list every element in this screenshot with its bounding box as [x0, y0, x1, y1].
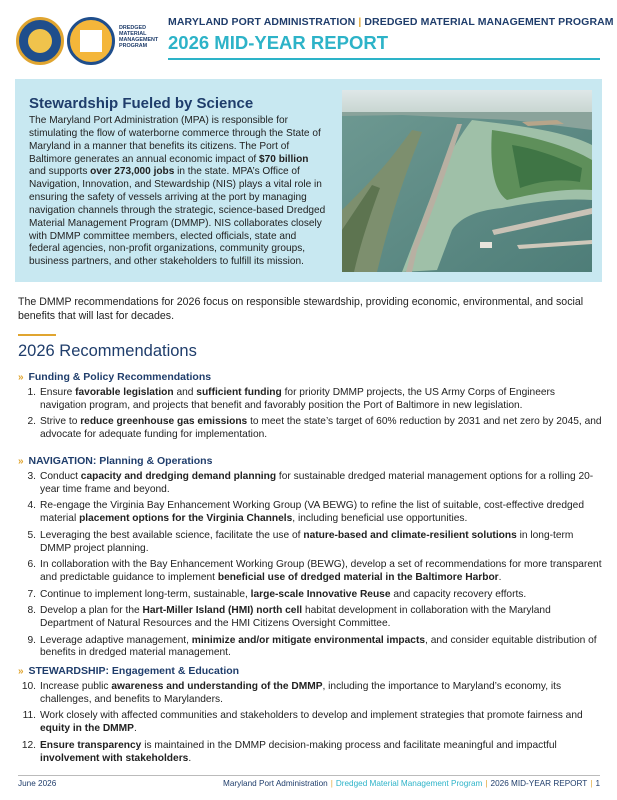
recommendation-item [18, 416, 603, 442]
chevron-right-icon: » [18, 372, 24, 383]
footer-program: Dredged Material Management Program [335, 779, 483, 788]
item-number: 3. [27, 471, 36, 482]
recommendation-item [18, 681, 603, 707]
item-text: Leveraging the best available science, facilitate the use of [40, 529, 304, 541]
item-number: 9. [27, 634, 36, 646]
item-text: habitat development in collaboration with the Maryland Department of Natural Resources and the HMI Citizens Oversight Committee. [40, 605, 551, 630]
recommendation-item [18, 740, 603, 766]
dmmp-seal-icon [67, 17, 115, 65]
report-header [0, 0, 617, 72]
emphasis-text: reduce greenhouse gas emissions [80, 416, 248, 428]
jobs-value: over 273,000 jobs [90, 166, 175, 178]
item-text: Leverage adaptive management, [40, 634, 192, 646]
emphasis-text: beneficial use of dredged material in the Baltimore Harbor [217, 572, 499, 584]
header-org: MARYLAND PORT ADMINISTRATION [168, 16, 356, 28]
item-text: . [188, 752, 192, 764]
emphasis-text: equity in the DMMP [40, 723, 134, 735]
recommendation-item [18, 471, 603, 497]
recommendation-item [18, 559, 603, 585]
item-text: , and consider equitable distribution of benefits in dredged material management. [40, 634, 597, 659]
section-heading: » NAVIGATION: Planning & Operations [18, 455, 213, 467]
header-divider [168, 58, 600, 60]
item-text: . [133, 723, 137, 735]
recommendation-item [18, 500, 603, 526]
section-accent-rule [18, 334, 56, 336]
page-number: 1 [595, 779, 600, 788]
intro-paragraph: The DMMP recommendations for 2026 focus on responsible stewardship, providing economic, environmental, and social benefits that will last for decades. [18, 296, 584, 322]
recommendation-item [18, 387, 603, 413]
item-text: , including the importance to Maryland’s economy, its challenges, and benefits to Marylanders. [40, 681, 562, 705]
emphasis-text: sufficient funding [196, 387, 282, 398]
section-stewardship [18, 665, 603, 769]
economic-impact-value: $70 billion [259, 153, 309, 165]
emphasis-text: placement options for the Virginia Channels [79, 513, 293, 525]
item-text: , including beneficial use opportunities. [292, 513, 468, 525]
emphasis-text: Ensure transparency [40, 739, 142, 751]
recommendation-item [18, 589, 603, 602]
item-text: Develop a plan for the [40, 605, 143, 617]
chevron-right-icon: » [18, 456, 24, 467]
item-text: Work closely with affected communities and stakeholders to develop and implement strategies that promote fairness and [40, 710, 583, 722]
emphasis-text: favorable legislation [75, 387, 174, 398]
callout-body: The Maryland Port Administration (MPA) is responsible for stimulating the flow of waterborne commerce through the State of Maryland in a manner that benefits its citizens. The Port of Baltimore generates an annual economic impact of $70 billion and supports over 273,000 jobs in the state. MPA’s Office of Navigation, Innovation, and Stewardship (NIS) plays a vital role in ensuring the safety of vessels arriving at the port by managing navigation channels through the strategic, science-based Dredged Material Management Program (DMMP). NIS collaborates closely with DMMP committee members, elected officials, state and federal agencies, non-profit organizations, community groups, business partners, and other stakeholders to fulfill its mission. [29, 115, 326, 268]
recommendations-heading: 2026 Recommendations [18, 342, 197, 360]
emphasis-text: involvement with stakeholders [40, 752, 189, 764]
item-number: 10. [21, 681, 36, 692]
emphasis-text: capacity and dredging demand planning [80, 471, 277, 482]
footer-date: June 2026 [18, 779, 57, 788]
emphasis-text: awareness and understanding of the DMMP [111, 681, 323, 692]
report-title: 2026 MID-YEAR REPORT [168, 32, 388, 53]
item-number: 4. [27, 500, 36, 512]
item-number: 1. [27, 387, 36, 398]
item-text: In collaboration with the Bay Enhancement Working Group (BEWG), develop a set of recommendations for more transparent and predictable guidance to implement [40, 559, 602, 584]
footer-meta: Maryland Port Administration | Dredged Material Management Program | 2026 MID-YEAR REPORT | 1 [223, 779, 600, 788]
footer-org: Maryland Port Administration [223, 779, 328, 788]
recommendation-item [18, 605, 603, 631]
callout-title: Stewardship Fueled by Science [29, 95, 254, 112]
item-number: 12. [21, 739, 36, 751]
header-program: DREDGED MATERIAL MANAGEMENT PROGRAM [364, 16, 614, 28]
section-heading: » Funding & Policy Recommendations [18, 371, 212, 383]
stewardship-callout [15, 79, 602, 282]
section-funding-policy [18, 371, 603, 446]
item-text: and capacity recovery efforts. [390, 588, 527, 600]
item-number: 6. [27, 559, 36, 571]
item-text: Continue to implement long-term, sustainable, [40, 588, 251, 600]
item-text: Conduct [40, 471, 81, 482]
item-text: for sustainable dredged material management options for a rolling 20-year time frame and beyond. [40, 471, 594, 495]
footer-report: 2026 MID-YEAR REPORT [490, 779, 588, 788]
section-heading: » STEWARDSHIP: Engagement & Education [18, 665, 240, 677]
item-number: 5. [27, 529, 36, 541]
emphasis-text: nature-based and climate-resilient solutions [303, 529, 517, 541]
item-text: in long-term DMMP project planning. [40, 529, 574, 554]
emphasis-text: Hart-Miller Island (HMI) north cell [142, 605, 303, 617]
item-text: Ensure [40, 387, 76, 398]
item-number: 7. [27, 588, 36, 600]
program-logo-text: DREDGED MATERIAL MANAGEMENT PROGRAM [119, 25, 159, 49]
page-footer [18, 775, 600, 791]
item-text: Strive to [40, 416, 81, 428]
emphasis-text: minimize and/or mitigate environmental impacts [191, 634, 426, 646]
item-number: 8. [27, 605, 36, 617]
item-text: . [498, 572, 502, 584]
chevron-right-icon: » [18, 666, 24, 677]
recommendation-item [18, 710, 603, 736]
header-org-program: MARYLAND PORT ADMINISTRATION | DREDGED MATERIAL MANAGEMENT PROGRAM [168, 16, 614, 28]
item-number: 2. [27, 416, 36, 428]
recommendation-item [18, 530, 603, 556]
item-text: Increase public [40, 681, 112, 692]
item-text: for priority DMMP projects, the US Army Corps of Engineers navigation program, and projects that benefit and favorably position the Port of Baltimore in new legislation. [40, 387, 556, 411]
item-text: is maintained in the DMMP decision-making process and facilitate meaningful and impactful [141, 739, 557, 751]
aerial-island-photo [342, 90, 592, 272]
port-of-baltimore-seal-icon [16, 17, 64, 65]
footer-divider [18, 775, 600, 776]
item-text: to meet the state’s target of 60% reduction by 2031 and net zero by 2045, and advocate for adequate funding for implementation. [40, 416, 602, 441]
emphasis-text: large-scale Innovative Reuse [250, 588, 391, 600]
item-text: Re-engage the Virginia Bay Enhancement Working Group (VA BEWG) to refine the list of suitable, cost-effective dredged material [40, 500, 584, 525]
item-number: 11. [22, 710, 36, 722]
section-navigation [18, 455, 603, 664]
recommendation-item [18, 635, 603, 661]
item-text: and [173, 387, 197, 398]
